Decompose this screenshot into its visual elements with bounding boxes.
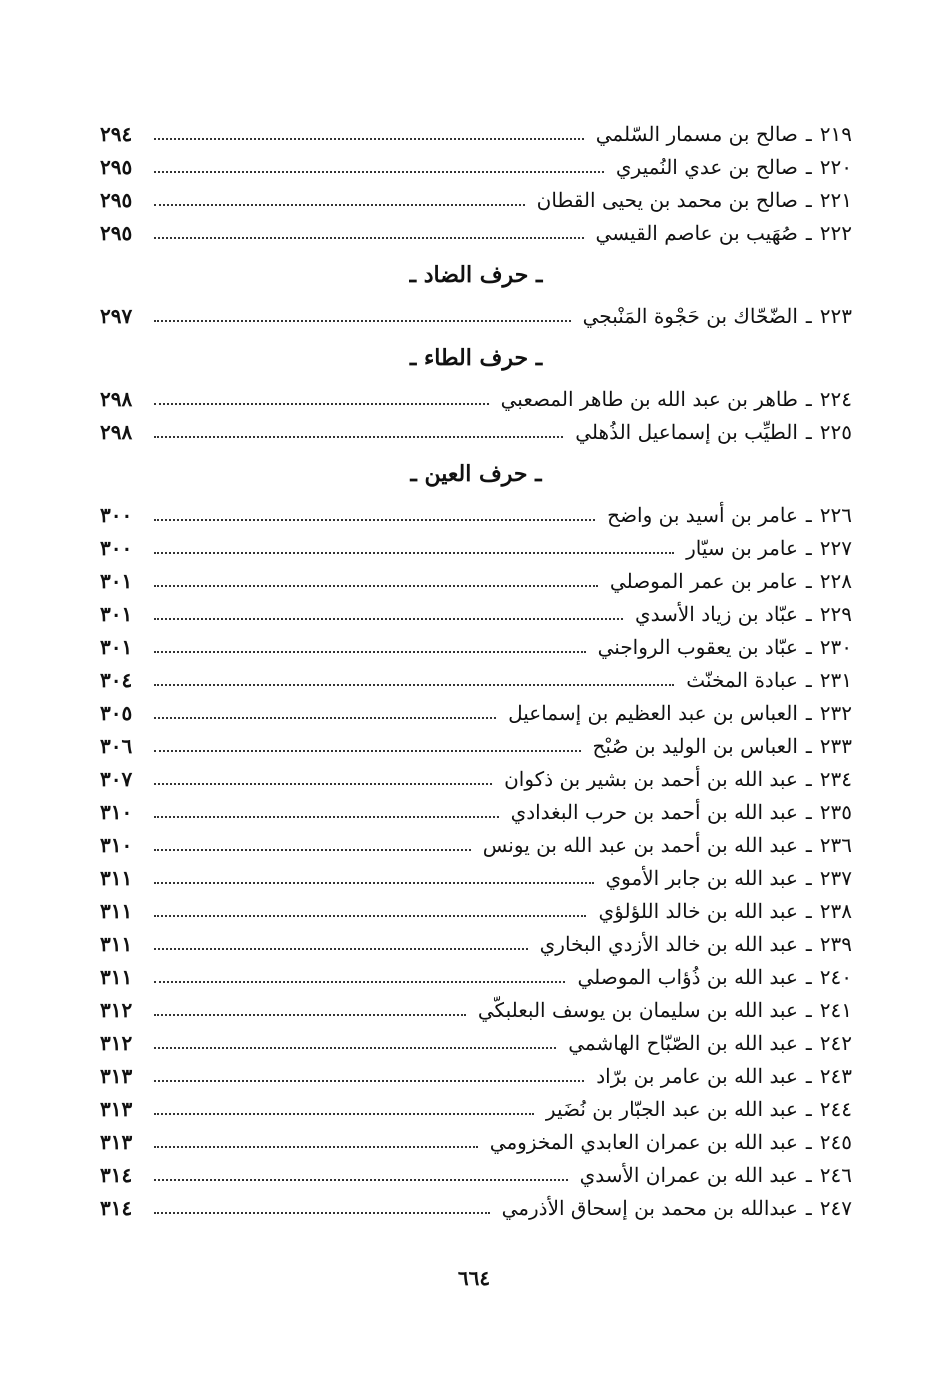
entry-number: ٢٢١ (819, 188, 852, 212)
entry-dash: ـ (805, 1097, 812, 1121)
entry-page-number: ٢٩٨ (100, 387, 133, 411)
toc-entry (100, 1027, 852, 1060)
entry-name: عامر بن عمر الموصلي (609, 569, 798, 593)
entry-page-number: ٣٠١ (100, 602, 133, 626)
entry-dash: ـ (805, 899, 812, 923)
entry-number: ٢٤٦ (819, 1163, 852, 1187)
entry-name: عبد الله بن خالد الأزدي البخاري (539, 932, 798, 956)
entry-page-number: ٢٩٨ (100, 420, 133, 444)
entry-page-number: ٣١٤ (100, 1196, 133, 1220)
dot-leader (154, 1145, 478, 1148)
entry-number: ٢٤٢ (819, 1031, 852, 1055)
entry-name: عبد الله بن عمران العابدي المخزومي (489, 1130, 798, 1154)
entry-number: ٢٤٧ (819, 1196, 852, 1220)
toc-entry (100, 118, 852, 151)
entry-name: صُهَيب بن عاصم القيسي (595, 221, 798, 245)
entry-dash: ـ (805, 965, 812, 989)
toc-entry (100, 383, 852, 416)
entry-page-number: ٣٠١ (100, 635, 133, 659)
toc-entry (100, 565, 852, 598)
entry-dash: ـ (805, 221, 812, 245)
dot-leader (154, 716, 496, 719)
dot-leader (154, 617, 623, 620)
toc-entry (100, 300, 852, 333)
entry-dash: ـ (805, 304, 812, 328)
entry-name: العباس بن عبد العظيم بن إسماعيل (508, 701, 798, 725)
entry-number: ٢٢٢ (819, 221, 852, 245)
dot-leader (154, 1178, 568, 1181)
toc-entry (100, 1093, 852, 1126)
entry-name: صالح بن عدي النُميري (615, 155, 798, 179)
dot-leader (154, 551, 674, 554)
entry-page-number: ٢٩٤ (100, 122, 133, 146)
entry-page-number: ٣١١ (100, 932, 133, 956)
dot-leader (154, 236, 584, 239)
entry-dash: ـ (805, 1163, 812, 1187)
section-heading: ـ حرف الطاء ـ (409, 345, 543, 371)
entry-name: عبّاد بن يعقوب الرواجني (597, 635, 798, 659)
dot-leader (154, 518, 595, 521)
entry-number: ٢١٩ (819, 122, 852, 146)
entry-name: عبد الله بن أحمد بن حرب البغدادي (510, 800, 798, 824)
entry-dash: ـ (805, 833, 812, 857)
toc-entry (100, 697, 852, 730)
entry-name: الطيِّب بن إسماعيل الذُهلي (575, 420, 798, 444)
toc-entry (100, 1192, 852, 1225)
entry-page-number: ٢٩٥ (100, 155, 133, 179)
dot-leader (154, 170, 604, 173)
entry-dash: ـ (805, 536, 812, 560)
entry-dash: ـ (805, 122, 812, 146)
dot-leader (154, 1112, 534, 1115)
entry-dash: ـ (805, 569, 812, 593)
entry-page-number: ٣١٢ (100, 998, 133, 1022)
toc-entry (100, 796, 852, 829)
entry-name: عامر بن أسيد بن واضح (607, 503, 798, 527)
entry-name: عبد الله بن عبد الجبّار بن نُضَير (545, 1097, 798, 1121)
entry-page-number: ٣٠٧ (100, 767, 133, 791)
entry-dash: ـ (805, 701, 812, 725)
entry-number: ٢٣٠ (819, 635, 852, 659)
entry-number: ٢٢٥ (819, 420, 852, 444)
dot-leader (154, 782, 492, 785)
entry-dash: ـ (805, 1031, 812, 1055)
toc-entry (100, 895, 852, 928)
entry-number: ٢٣٨ (819, 899, 852, 923)
entry-page-number: ٢٩٧ (100, 304, 133, 328)
toc-entry (100, 499, 852, 532)
toc-entry (100, 416, 852, 449)
entry-dash: ـ (805, 800, 812, 824)
dot-leader (154, 881, 594, 884)
entry-number: ٢٢٤ (819, 387, 852, 411)
entry-page-number: ٣٠٥ (100, 701, 133, 725)
dot-leader (154, 683, 674, 686)
entry-name: عبد الله بن خالد اللؤلؤي (598, 899, 798, 923)
entry-dash: ـ (805, 668, 812, 692)
toc-entry (100, 184, 852, 217)
entry-dash: ـ (805, 734, 812, 758)
entry-page-number: ٣٠٠ (100, 536, 133, 560)
dot-leader (154, 650, 586, 653)
entry-number: ٢٤٠ (819, 965, 852, 989)
toc-entry (100, 631, 852, 664)
toc-entry (100, 532, 852, 565)
dot-leader (154, 402, 489, 405)
toc-entry (100, 151, 852, 184)
entry-name: عبد الله بن أحمد بن بشير بن ذكوان (504, 767, 798, 791)
entry-number: ٢٤١ (819, 998, 852, 1022)
entry-number: ٢٢٧ (819, 536, 852, 560)
dot-leader (154, 914, 586, 917)
entry-number: ٢٣٤ (819, 767, 852, 791)
entry-name: عبد الله بن سليمان بن يوسف البعلبكّي (477, 998, 798, 1022)
entry-number: ٢٣٣ (819, 734, 852, 758)
entry-number: ٢٣٦ (819, 833, 852, 857)
entry-page-number: ٢٩٥ (100, 221, 133, 245)
entry-number: ٢٢٦ (819, 503, 852, 527)
dot-leader (154, 584, 598, 587)
entry-page-number: ٣١٣ (100, 1097, 133, 1121)
page-number: ٦٦٤ (457, 1266, 491, 1290)
entry-dash: ـ (805, 188, 812, 212)
entry-name: عبد الله بن أحمد بن عبد الله بن يونس (482, 833, 798, 857)
entry-page-number: ٣١٤ (100, 1163, 133, 1187)
entry-name: عبّاد بن زياد الأسدي (634, 602, 798, 626)
toc-entry (100, 994, 852, 1027)
entry-dash: ـ (805, 1064, 812, 1088)
toc-entry (100, 664, 852, 697)
dot-leader (154, 947, 528, 950)
entry-name: صالح بن مسمار السّلمي (595, 122, 798, 146)
dot-leader (154, 749, 581, 752)
entry-page-number: ٣١٣ (100, 1064, 133, 1088)
dot-leader (154, 1046, 556, 1049)
entry-page-number: ٣١٢ (100, 1031, 133, 1055)
dot-leader (154, 1211, 490, 1214)
toc-entry (100, 862, 852, 895)
entry-page-number: ٣١٠ (100, 833, 133, 857)
dot-leader (154, 815, 499, 818)
toc-entry (100, 730, 852, 763)
entry-page-number: ٣١١ (100, 965, 133, 989)
entry-page-number: ٣٠٤ (100, 668, 133, 692)
dot-leader (154, 435, 563, 438)
toc-entry (100, 217, 852, 250)
entry-dash: ـ (805, 998, 812, 1022)
entry-name: عبادة المخنّث (686, 668, 798, 692)
entry-page-number: ٣١١ (100, 866, 133, 890)
entry-dash: ـ (805, 155, 812, 179)
entry-number: ٢٤٣ (819, 1064, 852, 1088)
entry-number: ٢٢٠ (819, 155, 852, 179)
entry-page-number: ٢٩٥ (100, 188, 133, 212)
entry-number: ٢٢٨ (819, 569, 852, 593)
dot-leader (154, 1079, 584, 1082)
dot-leader (154, 203, 525, 206)
toc-entry (100, 829, 852, 862)
entry-page-number: ٣٠١ (100, 569, 133, 593)
table-of-contents (100, 118, 852, 1225)
entry-name: عبد الله بن ذُؤاب الموصلي (577, 965, 798, 989)
entry-dash: ـ (805, 866, 812, 890)
entry-dash: ـ (805, 420, 812, 444)
entry-dash: ـ (805, 1130, 812, 1154)
toc-entry (100, 961, 852, 994)
entry-page-number: ٣٠٦ (100, 734, 133, 758)
dot-leader (154, 137, 584, 140)
entry-number: ٢٣٢ (819, 701, 852, 725)
toc-entry (100, 1159, 852, 1192)
section-heading: ـ حرف العين ـ (410, 461, 542, 487)
dot-leader (154, 319, 571, 322)
entry-page-number: ٣٠٠ (100, 503, 133, 527)
toc-entry (100, 1126, 852, 1159)
entry-name: الضّحّاك بن حَجْوة المَنْبجي (582, 304, 798, 328)
entry-number: ٢٤٥ (819, 1130, 852, 1154)
entry-name: طاهر بن عبد الله بن طاهر المصعبي (500, 387, 798, 411)
dot-leader (154, 848, 471, 851)
entry-number: ٢٢٩ (819, 602, 852, 626)
entry-number: ٢٣١ (819, 668, 852, 692)
entry-dash: ـ (805, 387, 812, 411)
entry-dash: ـ (805, 635, 812, 659)
entry-name: العباس بن الوليد بن صُبْح (592, 734, 798, 758)
toc-entry (100, 763, 852, 796)
entry-number: ٢٢٣ (819, 304, 852, 328)
dot-leader (154, 1013, 466, 1016)
entry-dash: ـ (805, 1196, 812, 1220)
entry-number: ٢٣٩ (819, 932, 852, 956)
entry-number: ٢٣٥ (819, 800, 852, 824)
entry-name: عبدالله بن محمد بن إسحاق الأذرمي (501, 1196, 798, 1220)
toc-entry (100, 1060, 852, 1093)
entry-number: ٢٣٧ (819, 866, 852, 890)
entry-name: عبد الله بن الصّبّاح الهاشمي (568, 1031, 798, 1055)
toc-entry (100, 928, 852, 961)
entry-name: عبد الله بن جابر الأموي (605, 866, 798, 890)
entry-dash: ـ (805, 602, 812, 626)
dot-leader (154, 980, 565, 983)
entry-name: عامر بن سيّار (686, 536, 798, 560)
section-heading: ـ حرف الضاد ـ (409, 262, 543, 288)
entry-name: صالح بن محمد بن يحيى القطان (536, 188, 798, 212)
entry-name: عبد الله بن عمران الأسدي (579, 1163, 798, 1187)
toc-entry (100, 598, 852, 631)
entry-dash: ـ (805, 932, 812, 956)
entry-number: ٢٤٤ (819, 1097, 852, 1121)
entry-page-number: ٣١١ (100, 899, 133, 923)
entry-dash: ـ (805, 767, 812, 791)
entry-page-number: ٣١٠ (100, 800, 133, 824)
entry-page-number: ٣١٣ (100, 1130, 133, 1154)
entry-name: عبد الله بن عامر بن برّاد (596, 1064, 798, 1088)
entry-dash: ـ (805, 503, 812, 527)
